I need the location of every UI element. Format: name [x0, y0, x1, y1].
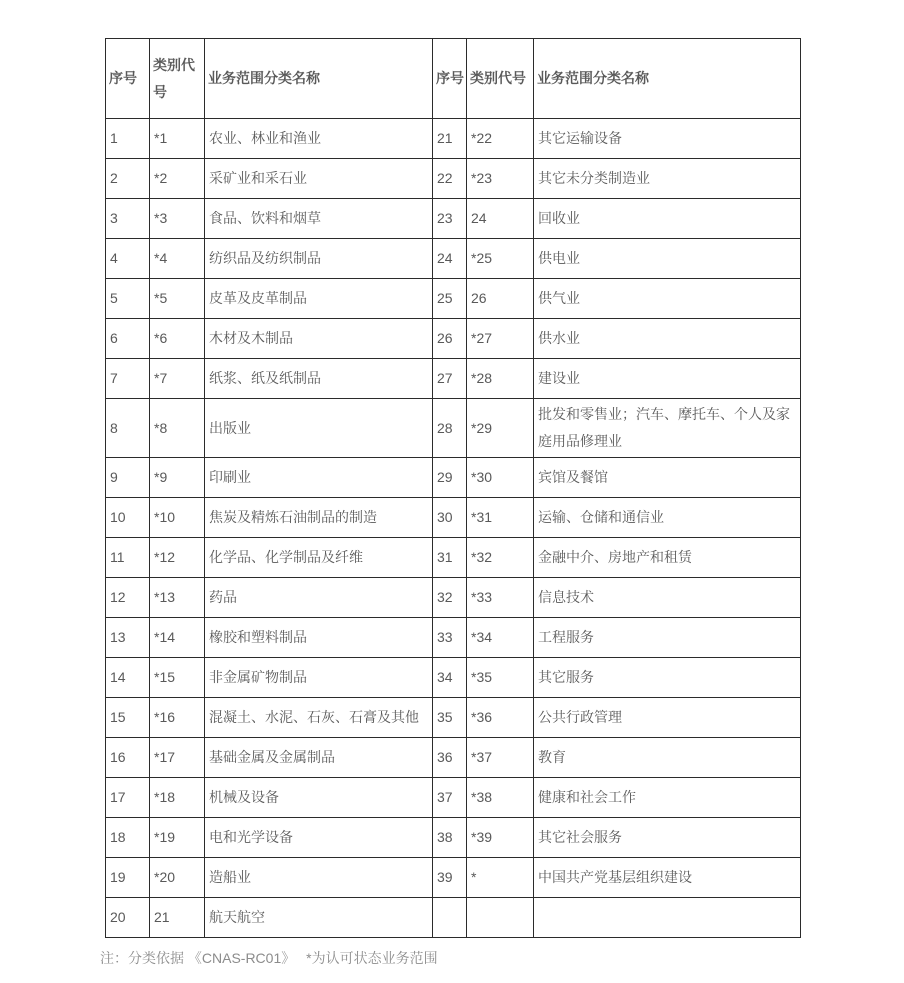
table-row — [106, 818, 801, 858]
serial-cell-left: 5 — [106, 279, 150, 319]
table-body — [106, 119, 801, 938]
code-cell-right: *39 — [467, 818, 534, 858]
table-row — [106, 279, 801, 319]
serial-cell-right: 30 — [433, 498, 467, 538]
name-cell-left: 皮革及皮革制品 — [205, 279, 433, 319]
code-cell-left: *16 — [150, 698, 205, 738]
serial-cell-right: 34 — [433, 658, 467, 698]
code-cell-right: *29 — [467, 399, 534, 458]
code-cell-right: 26 — [467, 279, 534, 319]
serial-cell-left: 15 — [106, 698, 150, 738]
name-cell-right: 公共行政管理 — [534, 698, 801, 738]
table-row — [106, 538, 801, 578]
serial-cell-right: 25 — [433, 279, 467, 319]
code-cell-left: 21 — [150, 898, 205, 938]
name-cell-right: 其它服务 — [534, 658, 801, 698]
code-cell-left: *10 — [150, 498, 205, 538]
serial-cell-right: 37 — [433, 778, 467, 818]
name-cell-right: 宾馆及餐馆 — [534, 458, 801, 498]
serial-cell-right: 26 — [433, 319, 467, 359]
code-cell-right: *38 — [467, 778, 534, 818]
name-cell-left: 基础金属及金属制品 — [205, 738, 433, 778]
name-cell-left: 化学品、化学制品及纤维 — [205, 538, 433, 578]
col-header-code-right: 类别代号 — [467, 39, 534, 119]
serial-cell-left: 3 — [106, 199, 150, 239]
serial-cell-left: 8 — [106, 399, 150, 458]
code-cell-right: * — [467, 858, 534, 898]
name-cell-left: 采矿业和采石业 — [205, 159, 433, 199]
table-row — [106, 778, 801, 818]
code-cell-right: *36 — [467, 698, 534, 738]
code-cell-left: *15 — [150, 658, 205, 698]
name-cell-left: 电和光学设备 — [205, 818, 433, 858]
name-cell-left: 纸浆、纸及纸制品 — [205, 359, 433, 399]
table-row — [106, 199, 801, 239]
name-cell-left: 非金属矿物制品 — [205, 658, 433, 698]
serial-cell-right — [433, 898, 467, 938]
name-cell-left: 机械及设备 — [205, 778, 433, 818]
code-cell-left: *6 — [150, 319, 205, 359]
name-cell-right: 信息技术 — [534, 578, 801, 618]
code-cell-left: *13 — [150, 578, 205, 618]
serial-cell-right: 27 — [433, 359, 467, 399]
name-cell-right: 健康和社会工作 — [534, 778, 801, 818]
serial-cell-right: 39 — [433, 858, 467, 898]
col-header-name-left: 业务范围分类名称 — [205, 39, 433, 119]
code-cell-left: *5 — [150, 279, 205, 319]
name-cell-right: 供气业 — [534, 279, 801, 319]
code-cell-left: *2 — [150, 159, 205, 199]
table-row — [106, 858, 801, 898]
code-cell-right: *31 — [467, 498, 534, 538]
table-row — [106, 119, 801, 159]
name-cell-left: 混凝土、水泥、石灰、石膏及其他 — [205, 698, 433, 738]
footnote: 注：分类依据 《CNAS-RC01》 *为认可状态业务范围 — [100, 950, 438, 966]
classification-table — [105, 38, 801, 938]
code-cell-left: *19 — [150, 818, 205, 858]
col-header-serial-right: 序号 — [433, 39, 467, 119]
table-row — [106, 618, 801, 658]
name-cell-right — [534, 898, 801, 938]
code-cell-left: *17 — [150, 738, 205, 778]
code-cell-left: *14 — [150, 618, 205, 658]
code-cell-right: *34 — [467, 618, 534, 658]
table-row — [106, 159, 801, 199]
serial-cell-left: 2 — [106, 159, 150, 199]
code-cell-right: *32 — [467, 538, 534, 578]
serial-cell-left: 13 — [106, 618, 150, 658]
name-cell-left: 焦炭及精炼石油制品的制造 — [205, 498, 433, 538]
name-cell-left: 农业、林业和渔业 — [205, 119, 433, 159]
serial-cell-right: 31 — [433, 538, 467, 578]
serial-cell-right: 32 — [433, 578, 467, 618]
name-cell-left: 橡胶和塑料制品 — [205, 618, 433, 658]
name-cell-right: 中国共产党基层组织建设 — [534, 858, 801, 898]
code-cell-left: *3 — [150, 199, 205, 239]
code-cell-left: *8 — [150, 399, 205, 458]
serial-cell-right: 29 — [433, 458, 467, 498]
name-cell-right: 金融中介、房地产和租赁 — [534, 538, 801, 578]
name-cell-right: 回收业 — [534, 199, 801, 239]
code-cell-right: *23 — [467, 159, 534, 199]
serial-cell-right: 23 — [433, 199, 467, 239]
name-cell-right: 教育 — [534, 738, 801, 778]
serial-cell-left: 16 — [106, 738, 150, 778]
table-row — [106, 239, 801, 279]
table-row — [106, 698, 801, 738]
name-cell-right: 供水业 — [534, 319, 801, 359]
name-cell-left: 印刷业 — [205, 458, 433, 498]
serial-cell-left: 18 — [106, 818, 150, 858]
name-cell-left: 木材及木制品 — [205, 319, 433, 359]
code-cell-left: *9 — [150, 458, 205, 498]
name-cell-right: 其它运输设备 — [534, 119, 801, 159]
serial-cell-right: 24 — [433, 239, 467, 279]
code-cell-left: *1 — [150, 119, 205, 159]
serial-cell-right: 36 — [433, 738, 467, 778]
serial-cell-right: 35 — [433, 698, 467, 738]
serial-cell-right: 22 — [433, 159, 467, 199]
serial-cell-left: 1 — [106, 119, 150, 159]
code-cell-right: *28 — [467, 359, 534, 399]
name-cell-right: 其它未分类制造业 — [534, 159, 801, 199]
code-cell-left: *4 — [150, 239, 205, 279]
code-cell-right: *22 — [467, 119, 534, 159]
name-cell-left: 药品 — [205, 578, 433, 618]
table-row — [106, 738, 801, 778]
code-cell-right: *37 — [467, 738, 534, 778]
table-row — [106, 399, 801, 458]
serial-cell-left: 6 — [106, 319, 150, 359]
name-cell-left: 造船业 — [205, 858, 433, 898]
name-cell-left: 出版业 — [205, 399, 433, 458]
serial-cell-right: 28 — [433, 399, 467, 458]
code-cell-right: 24 — [467, 199, 534, 239]
serial-cell-left: 10 — [106, 498, 150, 538]
name-cell-right: 其它社会服务 — [534, 818, 801, 858]
table-row — [106, 898, 801, 938]
code-cell-left: *20 — [150, 858, 205, 898]
classification-table-container — [105, 38, 801, 938]
table-row — [106, 498, 801, 538]
serial-cell-left: 4 — [106, 239, 150, 279]
serial-cell-right: 38 — [433, 818, 467, 858]
name-cell-right: 批发和零售业；汽车、摩托车、个人及家庭用品修理业 — [534, 399, 801, 458]
col-header-name-right: 业务范围分类名称 — [534, 39, 801, 119]
code-cell-left: *7 — [150, 359, 205, 399]
code-cell-left: *18 — [150, 778, 205, 818]
table-row — [106, 658, 801, 698]
col-header-code-left: 类别代号 — [150, 39, 205, 119]
name-cell-left: 航天航空 — [205, 898, 433, 938]
serial-cell-left: 11 — [106, 538, 150, 578]
code-cell-right: *30 — [467, 458, 534, 498]
code-cell-left: *12 — [150, 538, 205, 578]
serial-cell-right: 21 — [433, 119, 467, 159]
code-cell-right: *33 — [467, 578, 534, 618]
table-row — [106, 458, 801, 498]
name-cell-left: 纺织品及纺织制品 — [205, 239, 433, 279]
serial-cell-right: 33 — [433, 618, 467, 658]
serial-cell-left: 14 — [106, 658, 150, 698]
table-row — [106, 319, 801, 359]
name-cell-left: 食品、饮料和烟草 — [205, 199, 433, 239]
name-cell-right: 运输、仓储和通信业 — [534, 498, 801, 538]
name-cell-right: 工程服务 — [534, 618, 801, 658]
header-row — [106, 39, 801, 119]
serial-cell-left: 17 — [106, 778, 150, 818]
table-row — [106, 359, 801, 399]
serial-cell-left: 7 — [106, 359, 150, 399]
col-header-serial-left: 序号 — [106, 39, 150, 119]
code-cell-right: *27 — [467, 319, 534, 359]
code-cell-right: *35 — [467, 658, 534, 698]
serial-cell-left: 9 — [106, 458, 150, 498]
serial-cell-left: 12 — [106, 578, 150, 618]
serial-cell-left: 19 — [106, 858, 150, 898]
name-cell-right: 建设业 — [534, 359, 801, 399]
code-cell-right — [467, 898, 534, 938]
code-cell-right: *25 — [467, 239, 534, 279]
table-row — [106, 578, 801, 618]
serial-cell-left: 20 — [106, 898, 150, 938]
name-cell-right: 供电业 — [534, 239, 801, 279]
